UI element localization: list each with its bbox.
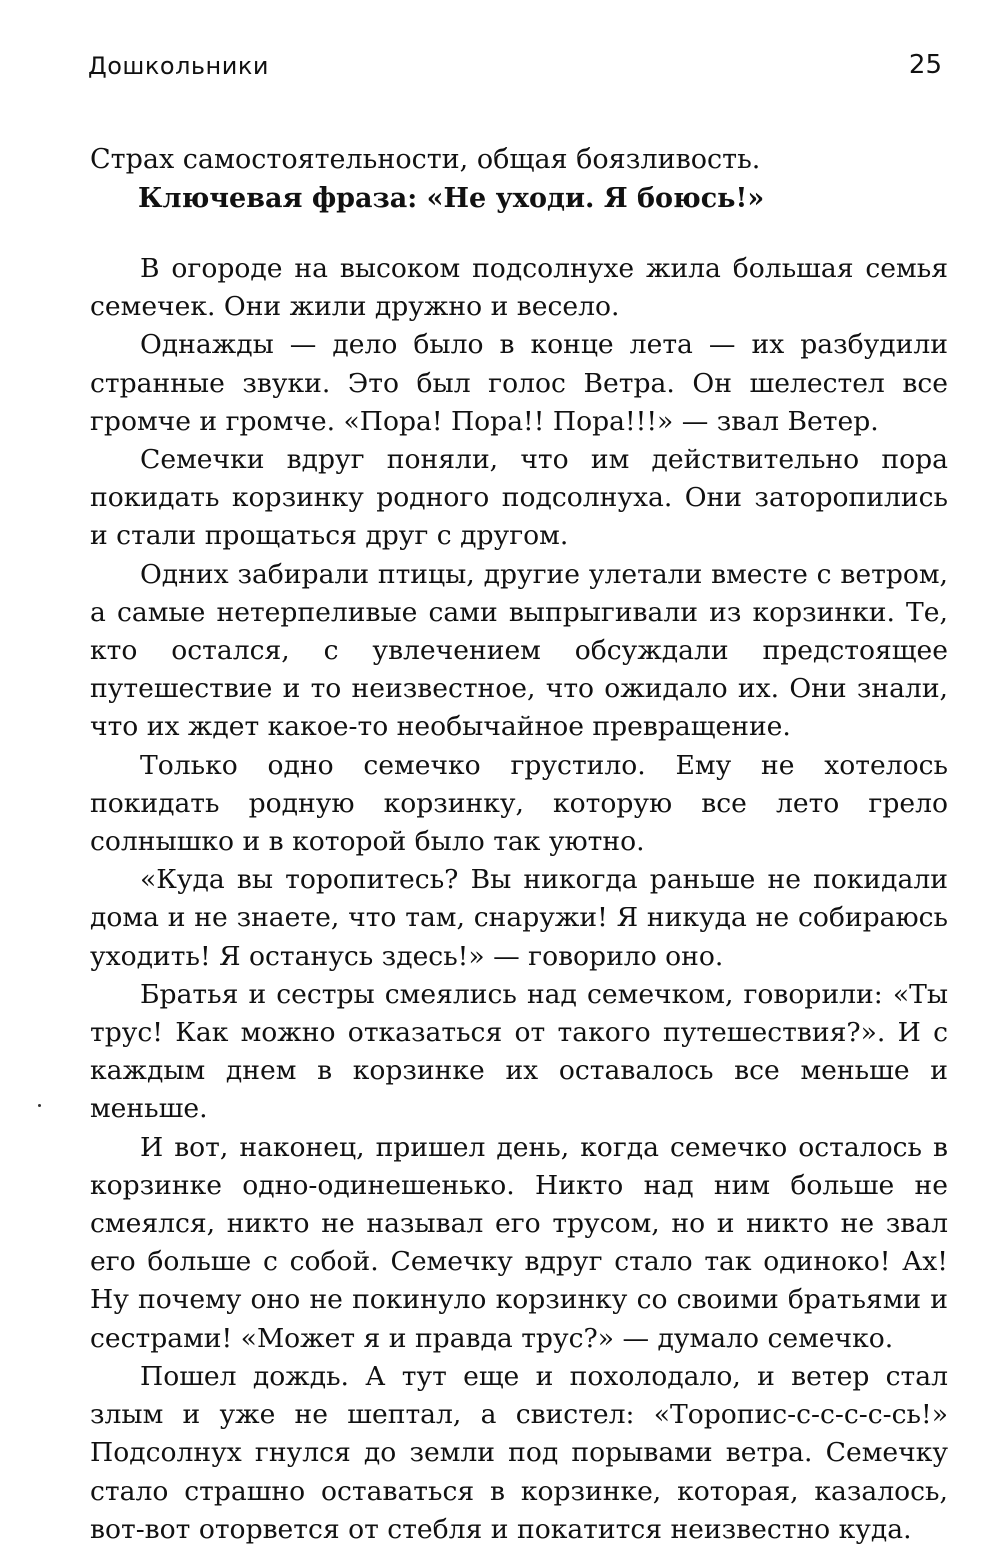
key-phrase-line	[90, 179, 950, 218]
story-intro	[90, 140, 950, 218]
running-head: Дошкольники	[88, 52, 269, 80]
page-number: 25	[908, 50, 942, 80]
story-paragraph: Братья и сестры смеялись над семечком, говорили: «Ты трус! Как можно отказаться от такого путешествия?». И с каждым днем в корзинке их оставалось все меньше и меньше.	[90, 978, 948, 1125]
story-paragraph: Одних забирали птицы, другие улетали вместе с ветром, а самые нетерпеливые сами выпрыгивали из корзинки. Те, кто остался, с увлечением обсуждали предстоящее путешествие и то неизвестное, что ожидало их. Они знали, что их ждет какое-то необычайное превращение.	[90, 558, 948, 743]
story-paragraph: Семечки вдруг поняли, что им действительно пора покидать корзинку родного подсолнуха. Они заторопились и стали прощаться друг с другом.	[90, 444, 948, 552]
key-phrase-label: Ключевая фраза:	[138, 183, 418, 214]
story-paragraph: Однажды — дело было в конце лета — их разбудили странные звуки. Это был голос Ветра. Он шелестел все громче и громче. «Пора! Пора!! Пора!!!» — звал Ветер.	[90, 329, 948, 437]
story-text	[90, 250, 948, 1549]
story-paragraph: «Куда вы торопитесь? Вы никогда раньше не покидали дома и не знаете, что там, снаружи! Я никуда не собираюсь уходить! Я останусь здесь!» — говорило оно.	[90, 864, 948, 972]
scan-speck	[38, 1104, 41, 1107]
problem-description: Страх самостоятельности, общая боязливость.	[90, 144, 761, 175]
story-paragraph: В огороде на высоком подсолнухе жила большая семья семечек. Они жили дружно и весело.	[90, 253, 948, 323]
story-paragraph: Только одно семечко грустило. Ему не хотелось покидать родную корзинку, которую все лето грело солнышко и в которой было так уютно.	[90, 749, 948, 858]
story-paragraph: И вот, наконец, пришел день, когда семечко осталось в корзинке одно-одинешенько. Никто над ним больше не смеялся, никто не называл его трусом, но и никто не звал его больше с собой. Семечку вдруг стало так одиноко! Ах! Ну почему оно не покинуло корзинку со своими братьями и сестрами! «Может я и правда трус?» — думало семечко.	[90, 1131, 948, 1354]
story-paragraph: Пошел дождь. А тут еще и похолодало, и ветер стал злым и уже не шептал, а свистел: «Торопис-с-с-с-с-сь!» Подсолнух гнулся до земли под порывами ветра. Семечку стало страшно оставаться в корзинке, которая, казалось, вот-вот оторвется от стебля и покатится неизвестно куда.	[90, 1360, 948, 1545]
key-phrase: «Не уходи. Я боюсь!»	[426, 183, 765, 214]
